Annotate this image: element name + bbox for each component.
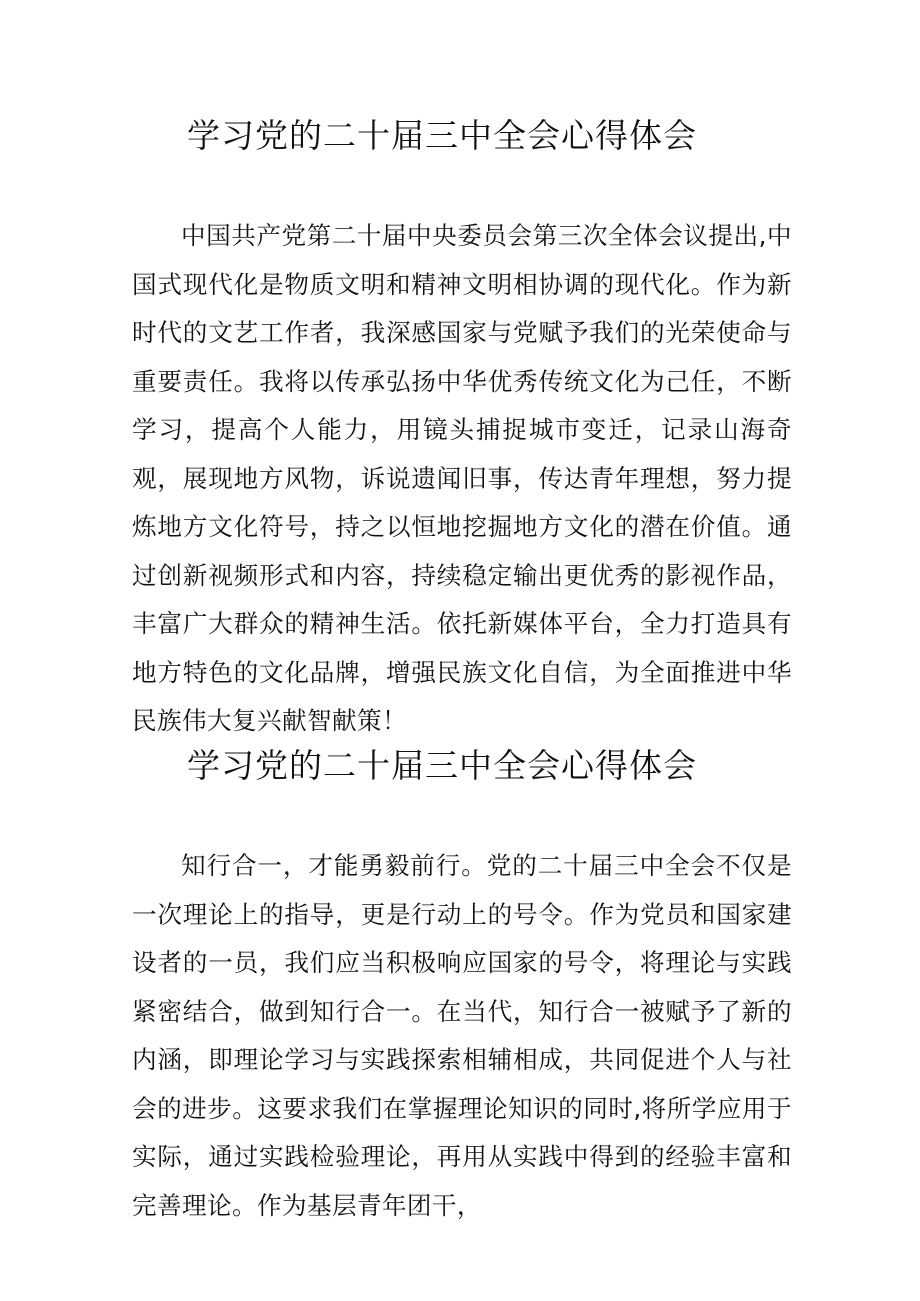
section-paragraph: 中国共产党第二十届中央委员会第三次全体会议提出,中国式现代化是物质文明和精神文明相协调的现代化。作为新时代的文艺工作者，我深感国家与党赋予我们的光荣使命与重要责任。我将以传承弘扬中华优秀传统文化为己任，不断学习，提高个人能力，用镜头捕捉城市变迁，记录山海奇观，展现地方风物，诉说遗闻旧事，传达青年理想，努力提炼地方文化符号，持之以恒地挖掘地方文化的潜在价值。通过创新视频形式和内容，持续稳定输出更优秀的影视作品，丰富广大群众的精神生活。依托新媒体平台，全力打造具有地方特色的文化品牌，增强民族文化自信，为全面推进中华民族伟大复兴献智献策！ [132,221,792,735]
section-paragraph: 知行合一，才能勇毅前行。党的二十届三中全会不仅是一次理论上的指导，更是行动上的号令。作为党员和国家建设者的一员，我们应当积极响应国家的号令，将理论与实践紧密结合，做到知行合一。在当代，知行合一被赋予了新的内涵，即理论学习与实践探索相辅相成，共同促进个人与社会的进步。这要求我们在掌握理论知识的同时,将所学应用于实际，通过实践检验理论，再用从实践中得到的经验丰富和完善理论。作为基层青年团干， [132,851,792,1220]
section-title: 学习党的二十届三中全会心得体会 [187,746,697,785]
section-title: 学习党的二十届三中全会心得体会 [187,116,697,155]
